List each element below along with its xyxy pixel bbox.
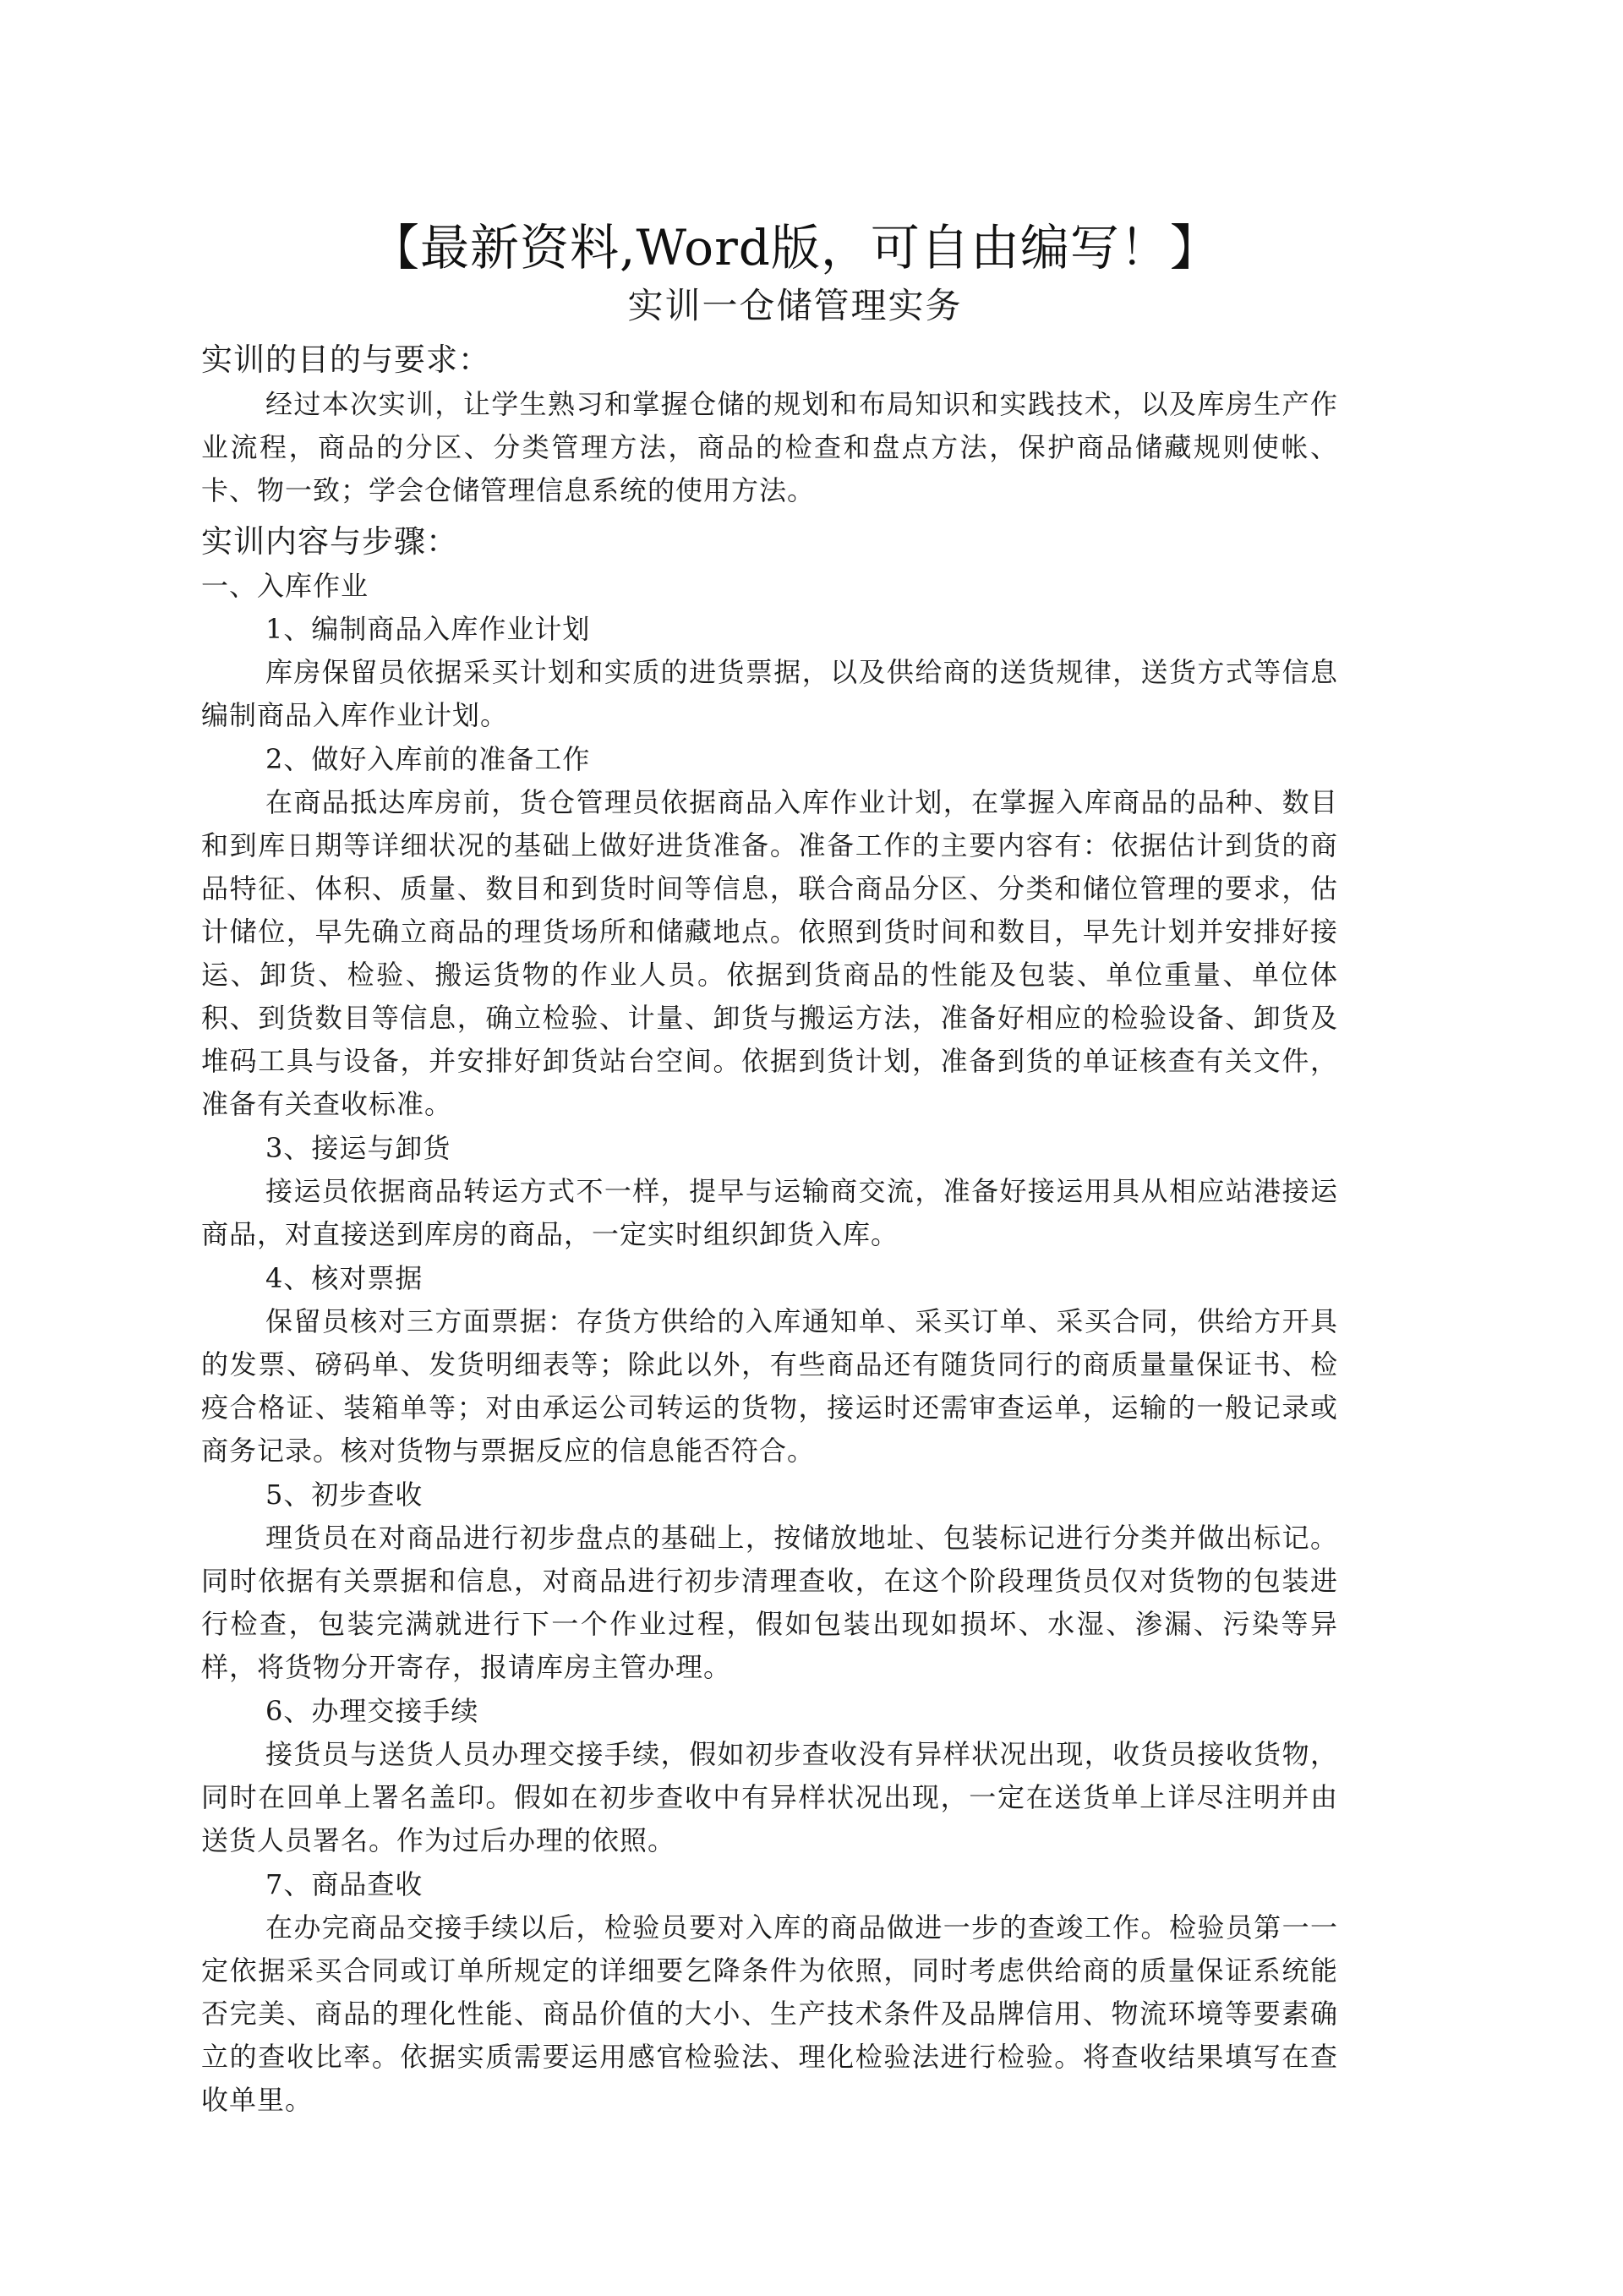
step-paragraph: 库房保留员依据采买计划和实质的进货票据，以及供给商的送货规律，送货方式等信息编制商品入库作业计划。 [201, 656, 1338, 731]
step-heading: 3、接运与卸货 [265, 1132, 451, 1164]
step-paragraph: 接运员依据商品转运方式不一样，提早与运输商交流，准备好接运用具从相应站港接运商品，对直接送到库房的商品，一定实时组织卸货入库。 [201, 1175, 1338, 1250]
step-paragraph: 理货员在对商品进行初步盘点的基础上，按储放地址、包装标记进行分类并做出标记。同时依据有关票据和信息，对商品进行初步清理查收，在这个阶段理货员仅对货物的包装进行检查，包装完满就进行下一个作业过程，假如包装出现如损坏、水湿、渗漏、污染等异样，将货物分开寄存，报请库房主管办理。 [201, 1522, 1338, 1683]
section-heading-inbound: 一、入库作业 [201, 570, 369, 602]
step-paragraph: 保留员核对三方面票据：存货方供给的入库通知单、采买订单、采买合同，供给方开具的发票、磅码单、发货明细表等；除此以外，有些商品还有随货同行的商质量量保证书、检疫合格证、装箱单等；对由承运公司转运的货物，接运时还需审查运单，运输的一般记录或商务记录。核对货物与票据反应的信息能否符合。 [201, 1305, 1338, 1467]
document-content [201, 216, 1338, 2122]
step-heading: 1、编制商品入库作业计划 [265, 613, 591, 645]
step-heading: 2、做好入库前的准备工作 [265, 743, 591, 775]
purpose-paragraph: 经过本次实训，让学生熟习和掌握仓储的规划和布局知识和实践技术，以及库房生产作业流程，商品的分区、分类管理方法，商品的检查和盘点方法，保护商品储藏规则使帐、卡、物一致；学会仓储管理信息系统的使用方法。 [201, 388, 1338, 506]
step-heading: 4、核对票据 [265, 1262, 424, 1294]
document-title: 实训一仓储管理实务 [627, 285, 963, 326]
step-heading: 7、商品查收 [265, 1868, 424, 1900]
step-heading: 6、办理交接手续 [265, 1695, 479, 1727]
step-paragraph: 在办完商品交接手续以后，检验员要对入库的商品做进一步的查竣工作。检验员第一一定依据采买合同或订单所规定的详细要乞降条件为依照，同时考虑供给商的质量保证系统能否完美、商品的理化性能、商品价值的大小、生产技术条件及品牌信用、物流环境等要素确立的查收比率。依据实质需要运用感官检验法、理化检验法进行检验。将查收结果填写在查收单里。 [201, 1911, 1338, 2116]
step-heading: 5、初步查收 [265, 1479, 424, 1511]
step-paragraph: 在商品抵达库房前，货仓管理员依据商品入库作业计划，在掌握入库商品的品种、数目和到库日期等详细状况的基础上做好进货准备。准备工作的主要内容有：依据估计到货的商品特征、体积、质量、数目和到货时间等信息，联合商品分区、分类和储位管理的要求，估计储位，早先确立商品的理货场所和储藏地点。依照到货时间和数目，早先计划并安排好接运、卸货、检验、搬运货物的作业人员。依据到货商品的性能及包装、单位重量、单位体积、到货数目等信息，确立检验、计量、卸货与搬运方法，准备好相应的检验设备、卸货及堆码工具与设备，并安排好卸货站台空间。依据到货计划，准备到货的单证核查有关文件，准备有关查收标准。 [201, 786, 1338, 1120]
content-heading: 实训内容与步骤： [201, 523, 458, 560]
document-banner: 【最新资料,Word版，可自由编写！】 [370, 219, 1220, 276]
purpose-heading: 实训的目的与要求： [201, 342, 490, 378]
step-paragraph: 接货员与送货人员办理交接手续，假如初步查收没有异样状况出现，收货员接收货物，同时在回单上署名盖印。假如在初步查收中有异样状况出现，一定在送货单上详尽注明并由送货人员署名。作为过后办理的依照。 [201, 1738, 1338, 1856]
